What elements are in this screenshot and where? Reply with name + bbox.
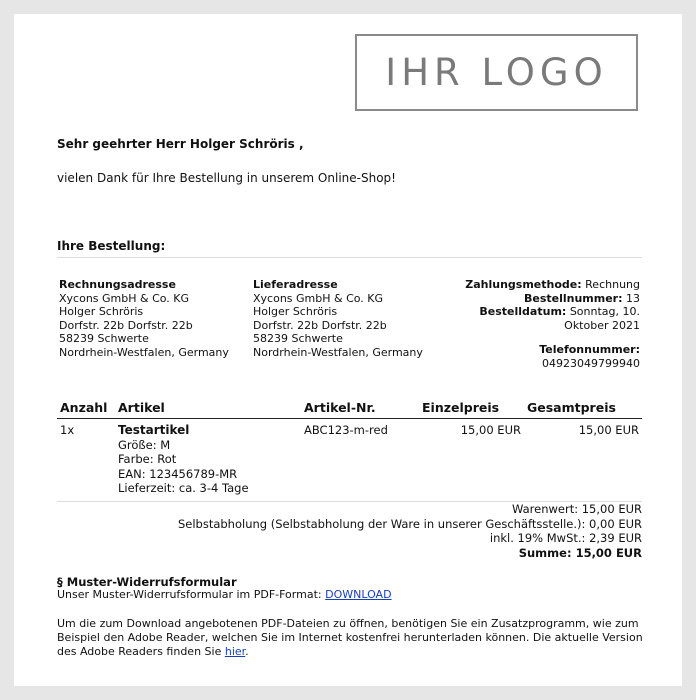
vat-amount: inkl. 19% MwSt.: 2,39 EUR [489,531,642,545]
article-ean: EAN: 123456789-MR [118,466,238,481]
article-name: Testartikel [118,423,190,437]
withdrawal-heading: § Muster-Widerrufsformular [57,575,237,589]
divider [57,257,642,258]
shipping-region: Nordrhein-Westfalen, Germany [253,345,423,359]
order-date-cont: Oktober 2021 [564,318,640,332]
greeting: Sehr geehrter Herr Holger Schröris , [57,137,304,151]
order-number: Bestellnummer: 13 [523,291,640,305]
items-table [57,398,642,496]
download-link[interactable]: DOWNLOAD [325,588,392,601]
totals [57,502,642,560]
phone-value: 04923049799940 [542,356,640,370]
row-total-price: 15,00 EUR [578,423,639,437]
row-sku: ABC123-m-red [304,423,388,437]
shipping-name: Holger Schröris [253,305,338,318]
row-qty: 1x [60,423,75,437]
shipping-address [253,278,443,359]
goods-value: Warenwert: 15,00 EUR [511,502,642,516]
table-row [57,419,642,496]
thanks-text: vielen Dank für Ihre Bestellung in unserem Online-Shop! [57,171,396,185]
shipping-cost: Selbstabholung (Selbstabholung der Ware in unserer Geschäftsstelle.): 0,00 EUR [177,516,642,531]
billing-city: 58239 Schwerte [59,332,149,345]
billing-region: Nordrhein-Westfalen, Germany [59,345,229,359]
billing-heading: Rechnungsadresse [59,278,176,291]
grand-total: Summe: 15,00 EUR [518,545,642,560]
col-unit-price: Einzelpreis [419,398,524,419]
order-date: Bestelldatum: Sonntag, 10. [479,305,640,318]
col-sku: Artikel-Nr. [301,398,419,419]
adobe-info: Um die zum Download angebotenen PDF-Dateien zu öffnen, benötigen Sie ein Zusatzprogramm, wie zum Beispiel den Adobe Reader, welchen Sie im Internet kostenfrei herunterladen können. Die aktuelle Version des Adobe Readers finden Sie hier. [57,617,643,658]
article-color: Farbe: Rot [118,452,177,466]
email-sheet [14,14,682,686]
order-heading: Ihre Bestellung: [57,239,166,253]
table-header [57,398,642,419]
col-total-price: Gesamtpreis [524,398,642,419]
payment-info [434,278,640,370]
shipping-city: 58239 Schwerte [253,332,343,345]
article-delivery: Lieferzeit: ca. 3-4 Tage [118,481,249,495]
phone-label: Telefonnummer: [539,343,640,356]
article-size: Größe: M [118,437,171,452]
withdrawal-text: Unser Muster-Widerrufsformular im PDF-Format: DOWNLOAD [57,588,392,601]
row-unit-price: 15,00 EUR [460,423,521,437]
billing-name: Holger Schröris [59,305,144,318]
row-article [115,419,301,496]
payment-method: Zahlungsmethode: Rechnung [465,278,640,291]
billing-address [59,278,244,359]
col-qty: Anzahl [57,398,115,419]
shipping-street: Dorfstr. 22b Dorfstr. 22b [253,318,387,332]
billing-street: Dorfstr. 22b Dorfstr. 22b [59,318,193,332]
logo: IHR LOGO [355,34,638,111]
shipping-company: Xycons GmbH & Co. KG [253,291,384,305]
col-article: Artikel [115,398,301,419]
billing-company: Xycons GmbH & Co. KG [59,291,190,305]
shipping-heading: Lieferadresse [253,278,338,291]
adobe-link[interactable]: hier [224,645,246,658]
